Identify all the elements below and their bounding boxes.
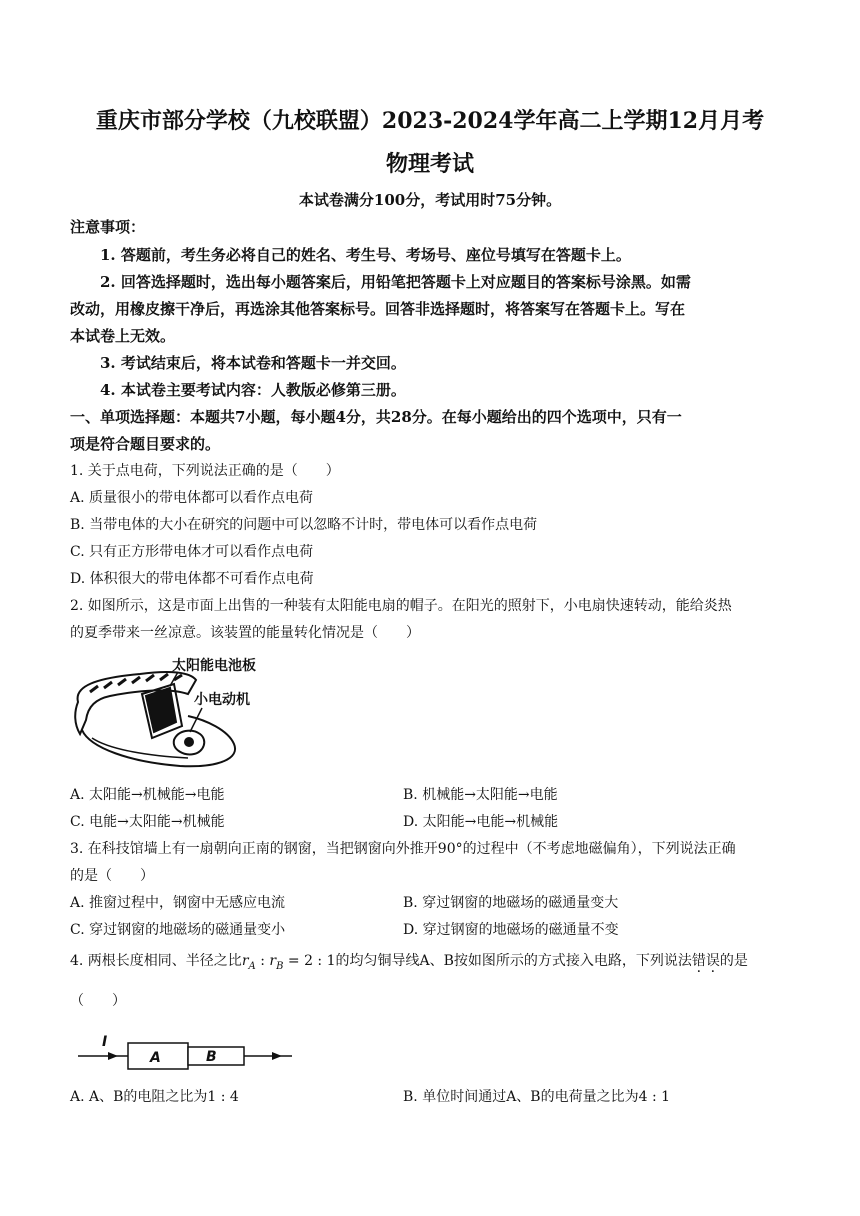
question-2-option-c: C. 电能→太阳能→机械能 [70, 814, 225, 830]
question-3-option-a: A. 推窗过程中，钢窗中无感应电流 [70, 895, 286, 911]
question-1-stem: 1. 关于点电荷，下列说法正确的是（ ） [70, 463, 340, 479]
label-conductor-b: B [206, 1049, 217, 1065]
exam-title: 重庆市部分学校（九校联盟）2023-2024学年高二上学期12月月考 [95, 108, 765, 134]
current-arrow-left-icon [108, 1052, 118, 1060]
question-3-stem-line2: 的是（ ） [70, 868, 154, 884]
emphasis-char-2: 误 [705, 953, 720, 969]
label-solar-panel: 太阳能电池板 [172, 658, 256, 674]
question-1-option-c: C. 只有正方形带电体才可以看作点电荷 [70, 544, 314, 560]
ratio-symbol-b: r [269, 953, 277, 969]
question-1-option-a: A. 质量很小的带电体都可以看作点电荷 [70, 490, 314, 506]
question-1-option-d: D. 体积很大的带电体都不可看作点电荷 [70, 571, 314, 587]
exam-subject: 物理考试 [385, 151, 474, 177]
question-3-option-c: C. 穿过钢窗的地磁场的磁通量变小 [70, 922, 286, 938]
motor-fan-icon [184, 737, 194, 747]
question-4-stem-line1 [70, 950, 792, 972]
question-2-option-b: B. 机械能→太阳能→电能 [403, 787, 558, 803]
question-4-stem-post: 的均匀铜导线A、B按如图所示的方式接入电路，下列说法 [335, 953, 692, 969]
ratio-sub-b: B [276, 960, 284, 972]
section-heading-line2: 项是符合题目要求的。 [70, 435, 221, 453]
current-arrow-right-icon [272, 1052, 282, 1060]
ratio-value: = 2 : 1 [283, 953, 336, 969]
ratio-separator: : [255, 953, 270, 969]
note-item-4: 4. 本试卷主要考试内容：人教版必修第三册。 [100, 381, 406, 399]
emphasis-char-1: 错 [691, 953, 706, 969]
question-2-stem-line2: 的夏季带来一丝凉意。该装置的能量转化情况是（ ） [70, 625, 420, 641]
question-3-option-d: D. 穿过钢窗的地磁场的磁通量不变 [403, 922, 619, 938]
question-3-stem-line1: 3. 在科技馆墙上有一扇朝向正南的钢窗，当把钢窗向外推开90°的过程中（不考虑地磁偏角），下列说法正确 [70, 841, 736, 857]
section-heading-line1: 一、单项选择题：本题共7小题，每小题4分，共28分。在每小题给出的四个选项中，只有一 [70, 408, 682, 426]
question-4-option-a: A. A、B的电阻之比为1 : 4 [70, 1089, 239, 1105]
solar-hat-figure [70, 650, 270, 774]
question-4-stem-end: 的是 [719, 953, 748, 969]
note-item-2-line1: 2. 回答选择题时，选出每小题答案后，用铅笔把答题卡上对应题目的答案标号涂黑。如需 [100, 273, 691, 291]
label-small-motor: 小电动机 [194, 692, 250, 708]
question-3-option-b: B. 穿过钢窗的地磁场的磁通量变大 [403, 895, 619, 911]
question-4-stem-pre: 4. 两根长度相同、半径之比 [70, 953, 242, 969]
note-item-2-line2: 改动，用橡皮擦干净后，再选涂其他答案标号。回答非选择题时，将答案写在答题卡上。写在 [70, 300, 686, 318]
question-2-option-d: D. 太阳能→电能→机械能 [403, 814, 559, 830]
note-item-3: 3. 考试结束后，将本试卷和答题卡一并交回。 [100, 354, 406, 372]
circuit-figure [78, 1030, 298, 1078]
label-current: I [102, 1034, 108, 1050]
question-1-option-b: B. 当带电体的大小在研究的问题中可以忽略不计时，带电体可以看作点电荷 [70, 517, 538, 533]
question-2-stem-line1: 2. 如图所示，这是市面上出售的一种装有太阳能电扇的帽子。在阳光的照射下，小电扇快速转动，能给炎热 [70, 598, 732, 614]
question-4-stem-line2: （ ） [70, 993, 126, 1009]
question-4-option-b: B. 单位时间通过A、B的电荷量之比为4 : 1 [403, 1089, 671, 1105]
solar-panel-icon [146, 688, 176, 732]
note-item-2-line3: 本试卷上无效。 [70, 327, 176, 345]
exam-subtitle: 本试卷满分100分，考试用时75分钟。 [298, 191, 562, 209]
label-conductor-a: A [150, 1050, 161, 1066]
ratio-symbol-a: r [241, 953, 249, 969]
note-item-1: 1. 答题前，考生务必将自己的姓名、考生号、考场号、座位号填写在答题卡上。 [100, 246, 631, 264]
ratio-sub-a: A [248, 960, 256, 972]
question-2-option-a: A. 太阳能→机械能→电能 [70, 787, 225, 803]
notes-heading: 注意事项： [70, 218, 146, 236]
